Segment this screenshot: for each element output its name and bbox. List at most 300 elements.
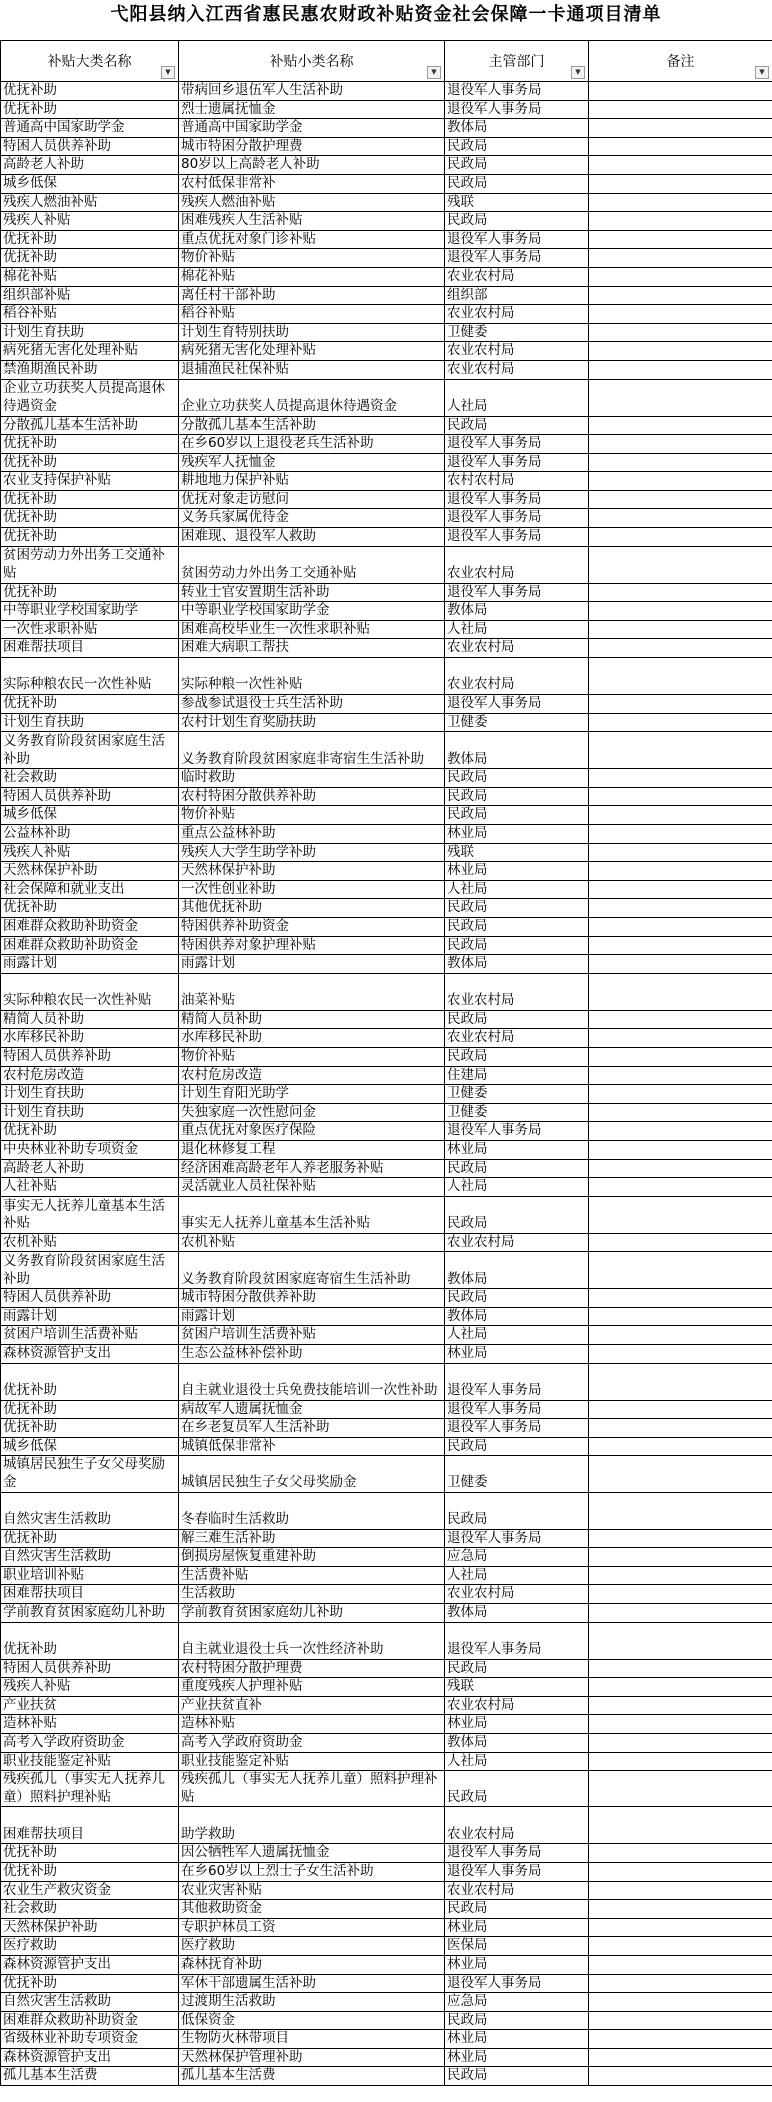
cell-department: 退役军人事务局: [445, 82, 589, 101]
cell-category: 优抚补助: [1, 1974, 179, 1993]
cell-category: 稻谷补贴: [1, 305, 179, 324]
cell-department: 民政局: [445, 2067, 589, 2086]
cell-subcategory: 病死猪无害化处理补贴: [179, 342, 445, 361]
table-row: [1, 286, 772, 305]
cell-category: 残疾人燃油补贴: [1, 193, 179, 212]
table-row: [1, 825, 772, 844]
cell-department: 教体局: [445, 1604, 589, 1623]
cell-department: 农村农村局: [445, 472, 589, 491]
cell-remarks: [589, 435, 772, 454]
table-row: [1, 1733, 772, 1752]
table-row: [1, 899, 772, 918]
table-row: [1, 862, 772, 881]
cell-subcategory: 因公牺牲军人遗属抚恤金: [179, 1844, 445, 1863]
cell-department: 退役军人事务局: [445, 1529, 589, 1548]
cell-department: 民政局: [445, 1289, 589, 1308]
table-row: [1, 1771, 772, 1807]
table-row: [1, 1326, 772, 1345]
cell-subcategory: 优抚对象走访慰问: [179, 490, 445, 509]
cell-category: 自然灾害生活救助: [1, 1993, 179, 2012]
cell-department: 退役军人事务局: [445, 435, 589, 454]
table-row: [1, 620, 772, 639]
cell-remarks: [589, 1010, 772, 1029]
cell-department: 教体局: [445, 1733, 589, 1752]
cell-department: 人社局: [445, 620, 589, 639]
cell-subcategory: 贫困户培训生活费补贴: [179, 1326, 445, 1345]
table-row: [1, 82, 772, 101]
cell-department: 应急局: [445, 1993, 589, 2012]
cell-category: 优抚补助: [1, 435, 179, 454]
cell-subcategory: 特困供养补助资金: [179, 917, 445, 936]
cell-department: 民政局: [445, 1047, 589, 1066]
column-header-category: [1, 41, 179, 82]
cell-remarks: [589, 1252, 772, 1289]
subsidy-table: [0, 40, 772, 2086]
cell-remarks: [589, 1862, 772, 1881]
cell-category: 农村危房改造: [1, 1066, 179, 1085]
cell-subcategory: 重点优抚对象门诊补贴: [179, 230, 445, 249]
table-row: [1, 416, 772, 435]
table-row: [1, 658, 772, 695]
cell-department: 民政局: [445, 769, 589, 788]
table-row: [1, 1918, 772, 1937]
table-row: [1, 1233, 772, 1252]
cell-subcategory: 棉花补贴: [179, 267, 445, 286]
cell-remarks: [589, 379, 772, 416]
table-row: [1, 769, 772, 788]
cell-subcategory: 失独家庭一次性慰问金: [179, 1103, 445, 1122]
table-row: [1, 1955, 772, 1974]
cell-remarks: [589, 1437, 772, 1456]
cell-subcategory: 农机补贴: [179, 1233, 445, 1252]
cell-department: 住建局: [445, 1066, 589, 1085]
cell-department: 卫健委: [445, 713, 589, 732]
filter-dropdown-icon[interactable]: ▼: [161, 66, 175, 79]
cell-category: 实际种粮农民一次性补贴: [1, 658, 179, 695]
cell-subcategory: 中等职业学校国家助学金: [179, 602, 445, 621]
cell-category: 义务教育阶段贫困家庭生活补助: [1, 1252, 179, 1289]
cell-category: 优抚补助: [1, 1529, 179, 1548]
table-row: [1, 1844, 772, 1863]
table-row: [1, 360, 772, 379]
cell-department: 民政局: [445, 1492, 589, 1529]
cell-category: 特困人员供养补助: [1, 1659, 179, 1678]
cell-department: 人社局: [445, 1326, 589, 1345]
cell-category: 优抚补助: [1, 1122, 179, 1141]
cell-remarks: [589, 1696, 772, 1715]
table-row: [1, 602, 772, 621]
cell-department: 退役军人事务局: [445, 249, 589, 268]
cell-department: 林业局: [445, 1140, 589, 1159]
cell-remarks: [589, 843, 772, 862]
cell-department: 残联: [445, 193, 589, 212]
table-row: [1, 137, 772, 156]
cell-department: 民政局: [445, 1196, 589, 1233]
cell-department: 农业农村局: [445, 267, 589, 286]
table-row: [1, 156, 772, 175]
cell-category: 社会保障和就业支出: [1, 880, 179, 899]
cell-subcategory: 自主就业退役士兵免费技能培训一次性补助: [179, 1363, 445, 1400]
cell-department: 民政局: [445, 1900, 589, 1919]
cell-category: 困难帮扶项目: [1, 1585, 179, 1604]
cell-category: 特困人员供养补助: [1, 787, 179, 806]
cell-subcategory: 自主就业退役士兵一次性经济补助: [179, 1622, 445, 1659]
cell-remarks: [589, 323, 772, 342]
cell-category: 普通高中国家助学金: [1, 119, 179, 138]
cell-subcategory: 高考入学政府资助金: [179, 1733, 445, 1752]
cell-department: 退役军人事务局: [445, 1622, 589, 1659]
cell-remarks: [589, 1659, 772, 1678]
table-row: [1, 1419, 772, 1438]
cell-department: 教体局: [445, 1307, 589, 1326]
cell-department: 残联: [445, 1678, 589, 1697]
cell-department: 退役军人事务局: [445, 1419, 589, 1438]
cell-subcategory: 低保资金: [179, 2011, 445, 2030]
cell-category: 城镇居民独生子女父母奖励金: [1, 1456, 179, 1492]
cell-subcategory: 残疾人燃油补贴: [179, 193, 445, 212]
cell-department: 退役军人事务局: [445, 695, 589, 714]
cell-remarks: [589, 1974, 772, 1993]
cell-subcategory: 造林补贴: [179, 1715, 445, 1734]
cell-subcategory: 城市特困分散护理费: [179, 137, 445, 156]
cell-category: 优抚补助: [1, 899, 179, 918]
cell-remarks: [589, 137, 772, 156]
cell-subcategory: 经济困难高龄老年人养老服务补贴: [179, 1159, 445, 1178]
table-row: [1, 1178, 772, 1197]
cell-department: 林业局: [445, 825, 589, 844]
cell-category: 森林资源管护支出: [1, 2048, 179, 2067]
cell-subcategory: 普通高中国家助学金: [179, 119, 445, 138]
cell-department: 民政局: [445, 787, 589, 806]
cell-department: 人社局: [445, 880, 589, 899]
cell-remarks: [589, 1955, 772, 1974]
cell-remarks: [589, 1233, 772, 1252]
cell-remarks: [589, 1159, 772, 1178]
cell-subcategory: 专职护林员工资: [179, 1918, 445, 1937]
cell-category: 优抚补助: [1, 453, 179, 472]
table-row: [1, 732, 772, 769]
cell-department: 退役军人事务局: [445, 1363, 589, 1400]
cell-remarks: [589, 1937, 772, 1956]
cell-department: 民政局: [445, 1659, 589, 1678]
table-row: [1, 472, 772, 491]
table-row: [1, 174, 772, 193]
cell-category: 贫困户培训生活费补贴: [1, 1326, 179, 1345]
cell-department: 民政局: [445, 806, 589, 825]
filter-dropdown-icon[interactable]: ▼: [427, 66, 441, 79]
cell-remarks: [589, 1178, 772, 1197]
cell-department: 民政局: [445, 1010, 589, 1029]
column-header-department: [445, 41, 589, 82]
table-row: [1, 936, 772, 955]
table-row: [1, 973, 772, 1010]
cell-department: 民政局: [445, 416, 589, 435]
cell-remarks: [589, 249, 772, 268]
cell-remarks: [589, 787, 772, 806]
cell-subcategory: 助学救助: [179, 1807, 445, 1844]
cell-subcategory: 离任村干部补助: [179, 286, 445, 305]
cell-category: 优抚补助: [1, 230, 179, 249]
cell-department: 林业局: [445, 2048, 589, 2067]
cell-category: 城乡低保: [1, 1437, 179, 1456]
table-row: [1, 1585, 772, 1604]
table-row: [1, 639, 772, 658]
cell-remarks: [589, 1029, 772, 1048]
column-header-label: 补贴大类名称: [47, 54, 132, 70]
cell-subcategory: 一次性创业补助: [179, 880, 445, 899]
table-row: [1, 1345, 772, 1364]
cell-category: 优抚补助: [1, 490, 179, 509]
cell-category: 企业立功获奖人员提高退休待遇资金: [1, 379, 179, 416]
cell-subcategory: 带病回乡退伍军人生活补助: [179, 82, 445, 101]
column-header-label: 补贴小类名称: [269, 54, 354, 70]
cell-subcategory: 雨露计划: [179, 955, 445, 974]
cell-subcategory: 医疗救助: [179, 1937, 445, 1956]
cell-remarks: [589, 1289, 772, 1308]
cell-category: 义务教育阶段贫困家庭生活补助: [1, 732, 179, 769]
cell-remarks: [589, 1066, 772, 1085]
cell-subcategory: 转业士官安置期生活补助: [179, 583, 445, 602]
cell-remarks: [589, 1900, 772, 1919]
table-row: [1, 1196, 772, 1233]
cell-subcategory: 军休干部遗属生活补助: [179, 1974, 445, 1993]
cell-subcategory: 森林抚育补助: [179, 1955, 445, 1974]
cell-remarks: [589, 955, 772, 974]
cell-category: 禁渔期渔民补助: [1, 360, 179, 379]
cell-category: 城乡低保: [1, 174, 179, 193]
cell-category: 计划生育扶助: [1, 1103, 179, 1122]
cell-subcategory: 精简人员补助: [179, 1010, 445, 1029]
cell-category: 残疾孤儿（事实无人抚养儿童）照料护理补贴: [1, 1771, 179, 1807]
cell-department: 民政局: [445, 156, 589, 175]
cell-category: 雨露计划: [1, 1307, 179, 1326]
cell-remarks: [589, 472, 772, 491]
cell-remarks: [589, 825, 772, 844]
table-row: [1, 1807, 772, 1844]
cell-subcategory: 义务兵家属优待金: [179, 509, 445, 528]
table-row: [1, 1492, 772, 1529]
table-row: [1, 2030, 772, 2049]
cell-category: 特困人员供养补助: [1, 1047, 179, 1066]
cell-department: 退役军人事务局: [445, 230, 589, 249]
cell-subcategory: 80岁以上高龄老人补助: [179, 156, 445, 175]
cell-remarks: [589, 212, 772, 231]
cell-subcategory: 企业立功获奖人员提高退休待遇资金: [179, 379, 445, 416]
cell-department: 退役军人事务局: [445, 583, 589, 602]
table-row: [1, 1715, 772, 1734]
cell-subcategory: 农业灾害补贴: [179, 1881, 445, 1900]
cell-subcategory: 计划生育阳光助学: [179, 1085, 445, 1104]
cell-subcategory: 贫困劳动力外出务工交通补贴: [179, 546, 445, 583]
cell-department: 退役军人事务局: [445, 1400, 589, 1419]
cell-remarks: [589, 1622, 772, 1659]
cell-subcategory: 水库移民补助: [179, 1029, 445, 1048]
cell-remarks: [589, 342, 772, 361]
table-row: [1, 323, 772, 342]
cell-category: 优抚补助: [1, 100, 179, 119]
cell-category: 优抚补助: [1, 1419, 179, 1438]
table-row: [1, 509, 772, 528]
table-row: [1, 583, 772, 602]
cell-remarks: [589, 230, 772, 249]
cell-remarks: [589, 917, 772, 936]
cell-remarks: [589, 1122, 772, 1141]
cell-remarks: [589, 1047, 772, 1066]
cell-department: 农业农村局: [445, 973, 589, 1010]
table-row: [1, 100, 772, 119]
cell-subcategory: 农村危房改造: [179, 1066, 445, 1085]
cell-subcategory: 退化林修复工程: [179, 1140, 445, 1159]
cell-department: 医保局: [445, 1937, 589, 1956]
table-row: [1, 917, 772, 936]
cell-subcategory: 冬春临时生活救助: [179, 1492, 445, 1529]
table-row: [1, 453, 772, 472]
table-row: [1, 1363, 772, 1400]
cell-remarks: [589, 769, 772, 788]
cell-department: 应急局: [445, 1548, 589, 1567]
cell-remarks: [589, 82, 772, 101]
cell-department: 教体局: [445, 732, 589, 769]
column-header-remarks: [589, 41, 772, 82]
table-row: [1, 880, 772, 899]
cell-category: 农机补贴: [1, 1233, 179, 1252]
table-row: [1, 212, 772, 231]
cell-department: 退役军人事务局: [445, 453, 589, 472]
table-row: [1, 1307, 772, 1326]
cell-remarks: [589, 1363, 772, 1400]
cell-category: 高龄老人补助: [1, 1159, 179, 1178]
cell-subcategory: 城镇居民独生子女父母奖励金: [179, 1456, 445, 1492]
cell-remarks: [589, 453, 772, 472]
cell-department: 林业局: [445, 1345, 589, 1364]
table-row: [1, 1456, 772, 1492]
table-row: [1, 1140, 772, 1159]
filter-dropdown-icon[interactable]: ▼: [755, 66, 769, 79]
cell-remarks: [589, 509, 772, 528]
cell-remarks: [589, 583, 772, 602]
cell-department: 林业局: [445, 2030, 589, 2049]
table-row: [1, 379, 772, 416]
cell-remarks: [589, 732, 772, 769]
cell-category: 病死猪无害化处理补贴: [1, 342, 179, 361]
cell-subcategory: 其他优抚补助: [179, 899, 445, 918]
cell-category: 天然林保护补助: [1, 1918, 179, 1937]
table-row: [1, 2048, 772, 2067]
cell-remarks: [589, 862, 772, 881]
cell-remarks: [589, 1752, 772, 1771]
cell-remarks: [589, 1196, 772, 1233]
cell-department: 农业农村局: [445, 360, 589, 379]
cell-department: 农业农村局: [445, 1233, 589, 1252]
cell-department: 农业农村局: [445, 305, 589, 324]
cell-subcategory: 生态公益林补偿补助: [179, 1345, 445, 1364]
cell-category: 优抚补助: [1, 1844, 179, 1863]
cell-department: 退役军人事务局: [445, 1974, 589, 1993]
cell-category: 精简人员补助: [1, 1010, 179, 1029]
cell-category: 贫困劳动力外出务工交通补贴: [1, 546, 179, 583]
filter-dropdown-icon[interactable]: ▼: [571, 66, 585, 79]
table-row: [1, 435, 772, 454]
cell-department: 民政局: [445, 2011, 589, 2030]
cell-subcategory: 在乡60岁以上退役老兵生活补助: [179, 435, 445, 454]
cell-subcategory: 孤儿基本生活费: [179, 2067, 445, 2086]
cell-remarks: [589, 880, 772, 899]
cell-category: 人社补贴: [1, 1178, 179, 1197]
cell-subcategory: 稻谷补贴: [179, 305, 445, 324]
cell-subcategory: 困难大病职工帮扶: [179, 639, 445, 658]
cell-category: 社会救助: [1, 769, 179, 788]
cell-department: 农业农村局: [445, 1807, 589, 1844]
table-row: [1, 1622, 772, 1659]
cell-department: 民政局: [445, 1437, 589, 1456]
table-row: [1, 119, 772, 138]
table-row: [1, 787, 772, 806]
cell-subcategory: 学前教育贫困家庭幼儿补助: [179, 1604, 445, 1623]
cell-department: 民政局: [445, 137, 589, 156]
cell-remarks: [589, 528, 772, 547]
cell-remarks: [589, 1419, 772, 1438]
table-row: [1, 843, 772, 862]
cell-remarks: [589, 1993, 772, 2012]
cell-department: 民政局: [445, 212, 589, 231]
cell-department: 林业局: [445, 1955, 589, 1974]
cell-category: 残疾人补贴: [1, 1678, 179, 1697]
cell-category: 残疾人补贴: [1, 212, 179, 231]
cell-category: 优抚补助: [1, 1363, 179, 1400]
cell-department: 林业局: [445, 1918, 589, 1937]
cell-subcategory: 城市特困分散供养补助: [179, 1289, 445, 1308]
table-header-row: [1, 41, 772, 82]
cell-category: 困难群众救助补助资金: [1, 2011, 179, 2030]
cell-department: 民政局: [445, 1159, 589, 1178]
cell-remarks: [589, 1733, 772, 1752]
table-row: [1, 1289, 772, 1308]
table-body: [1, 82, 772, 2086]
cell-subcategory: 困难高校毕业生一次性求职补贴: [179, 620, 445, 639]
cell-category: 优抚补助: [1, 1400, 179, 1419]
cell-subcategory: 生物防火林带项目: [179, 2030, 445, 2049]
table-row: [1, 1252, 772, 1289]
cell-subcategory: 倒损房屋恢复重建补助: [179, 1548, 445, 1567]
table-row: [1, 1548, 772, 1567]
cell-category: 高龄老人补助: [1, 156, 179, 175]
cell-subcategory: 灵活就业人员社保补贴: [179, 1178, 445, 1197]
cell-category: 优抚补助: [1, 695, 179, 714]
cell-department: 人社局: [445, 379, 589, 416]
cell-category: 事实无人抚养儿童基本生活补贴: [1, 1196, 179, 1233]
cell-category: 城乡低保: [1, 806, 179, 825]
page-title: 弋阳县纳入江西省惠民惠农财政补贴资金社会保障一卡通项目清单: [110, 4, 662, 25]
cell-category: 学前教育贫困家庭幼儿补助: [1, 1604, 179, 1623]
cell-subcategory: 产业扶贫直补: [179, 1696, 445, 1715]
cell-remarks: [589, 1326, 772, 1345]
cell-subcategory: 残疾军人抚恤金: [179, 453, 445, 472]
cell-subcategory: 特困供养对象护理补贴: [179, 936, 445, 955]
table-row: [1, 1029, 772, 1048]
cell-category: 森林资源管护支出: [1, 1955, 179, 1974]
cell-remarks: [589, 1400, 772, 1419]
cell-subcategory: 分散孤儿基本生活补助: [179, 416, 445, 435]
cell-category: 残疾人补贴: [1, 843, 179, 862]
cell-subcategory: 困难残疾人生活补贴: [179, 212, 445, 231]
cell-remarks: [589, 1678, 772, 1697]
cell-subcategory: 生活费补贴: [179, 1566, 445, 1585]
cell-remarks: [589, 973, 772, 1010]
table-row: [1, 1678, 772, 1697]
table-row: [1, 1066, 772, 1085]
table-row: [1, 1659, 772, 1678]
cell-remarks: [589, 695, 772, 714]
